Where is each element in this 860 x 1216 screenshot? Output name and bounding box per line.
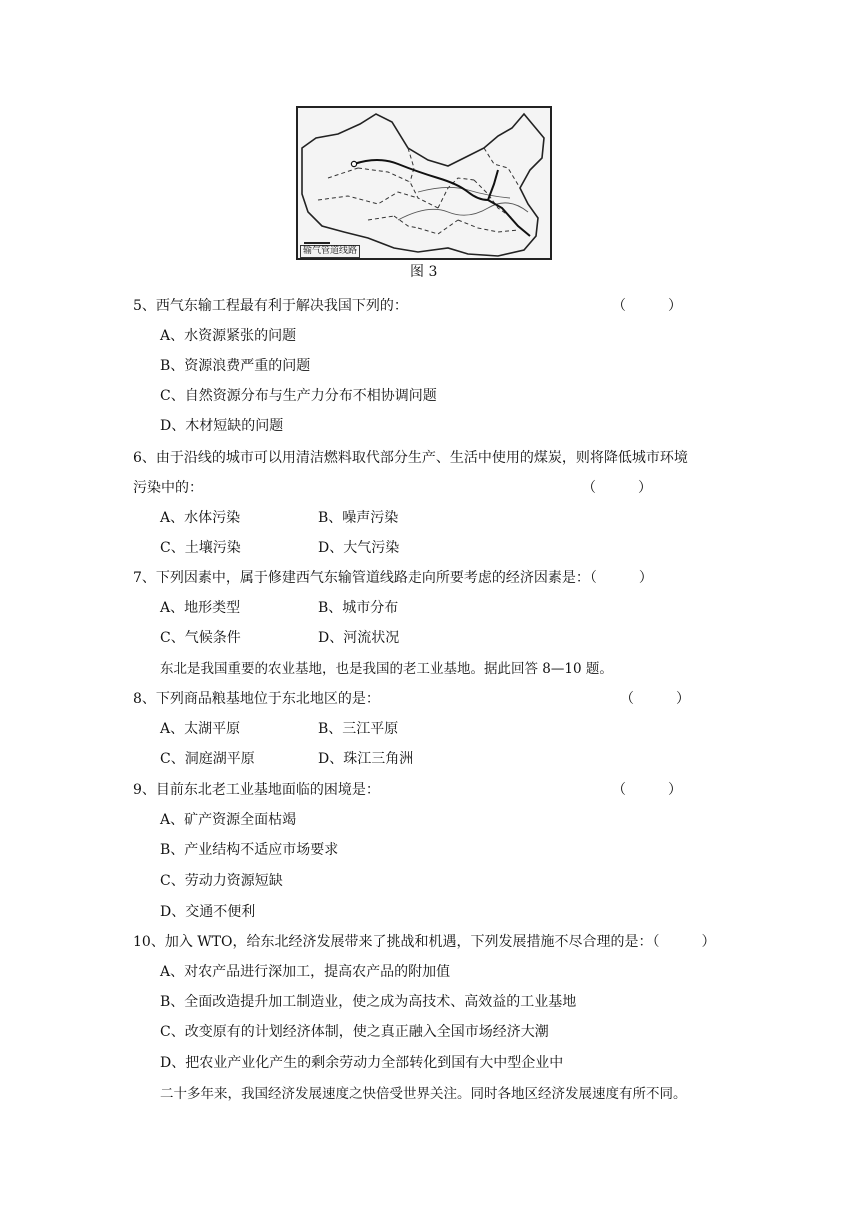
q6-option-d: D、大气污染 (318, 540, 400, 556)
pipeline-start-point (351, 161, 356, 166)
q8-stem: 8、下列商品粮基地位于东北地区的是： (133, 691, 380, 707)
q6-option-a: A、水体污染 (160, 510, 241, 526)
q7-option-d: D、河流状况 (318, 630, 400, 646)
figure-caption: 图 3 (410, 264, 438, 280)
q5-stem: 5、西气东输工程最有利于解决我国下列的： (133, 298, 408, 314)
q7-option-c: C、气候条件 (160, 630, 241, 646)
q9-option-d: D、交通不便利 (160, 904, 256, 920)
q6-stem-line1: 6、由于沿线的城市可以用清洁燃料取代部分生产、生活中使用的煤炭，则将降低城市环境 (133, 450, 688, 466)
q8-answer-bracket: （ ） (620, 691, 690, 707)
q6-option-c: C、土壤污染 (160, 540, 241, 556)
province-boundaries (318, 148, 520, 234)
q6-stem-line2: 污染中的： (133, 480, 203, 496)
q9-stem: 9、目前东北老工业基地面临的困境是： (133, 782, 380, 798)
closing-paragraph: 二十多年来，我国经济发展速度之快倍受世界关注。同时各地区经济发展速度有所不同。 (160, 1086, 687, 1102)
q10-option-c: C、改变原有的计划经济体制，使之真正融入全国市场经济大潮 (160, 1024, 549, 1040)
q7-option-b: B、城市分布 (318, 600, 399, 616)
q10-option-d: D、把农业产业化产生的剩余劳动力全部转化到国有大中型企业中 (160, 1055, 564, 1071)
q5-option-c: C、自然资源分布与生产力分布不相协调问题 (160, 388, 437, 404)
legend-pipeline-symbol (304, 242, 330, 244)
q5-option-d: D、木材短缺的问题 (160, 418, 284, 434)
intro-questions-8-10: 东北是我国重要的农业基地，也是我国的老工业基地。据此回答 8—10 题。 (160, 661, 613, 677)
q5-answer-bracket: （ ） (612, 298, 682, 314)
q6-option-b: B、噪声污染 (318, 510, 399, 526)
q8-option-c: C、洞庭湖平原 (160, 751, 255, 767)
q10-option-b: B、全面改造提升加工制造业，使之成为高技术、高效益的工业基地 (160, 994, 577, 1010)
q9-option-c: C、劳动力资源短缺 (160, 873, 283, 889)
country-border (302, 114, 544, 256)
q5-option-b: B、资源浪费严重的问题 (160, 358, 311, 374)
pipeline-map-figure (296, 106, 552, 260)
pipeline-map (298, 108, 550, 258)
q10-option-a: A、对农产品进行深加工，提高农产品的附加值 (160, 964, 451, 980)
q9-answer-bracket: （ ） (612, 782, 682, 798)
q9-option-a: A、矿产资源全面枯竭 (160, 812, 297, 828)
q8-option-a: A、太湖平原 (160, 721, 241, 737)
q5-option-a: A、水资源紧张的问题 (160, 328, 297, 344)
q9-option-b: B、产业结构不适应市场要求 (160, 842, 339, 858)
legend-pipeline-label: 输气管道线路 (300, 245, 360, 258)
q7-stem: 7、下列因素中，属于修建西气东输管道线路走向所要考虑的经济因素是：（ ） (133, 570, 653, 586)
q8-option-d: D、珠江三角洲 (318, 751, 414, 767)
q7-option-a: A、地形类型 (160, 600, 241, 616)
q10-stem: 10、加入 WTO，给东北经济发展带来了挑战和机遇，下列发展措施不尽合理的是：（ ） (133, 934, 716, 950)
q8-option-b: B、三江平原 (318, 721, 399, 737)
q6-answer-bracket: （ ） (582, 480, 652, 496)
